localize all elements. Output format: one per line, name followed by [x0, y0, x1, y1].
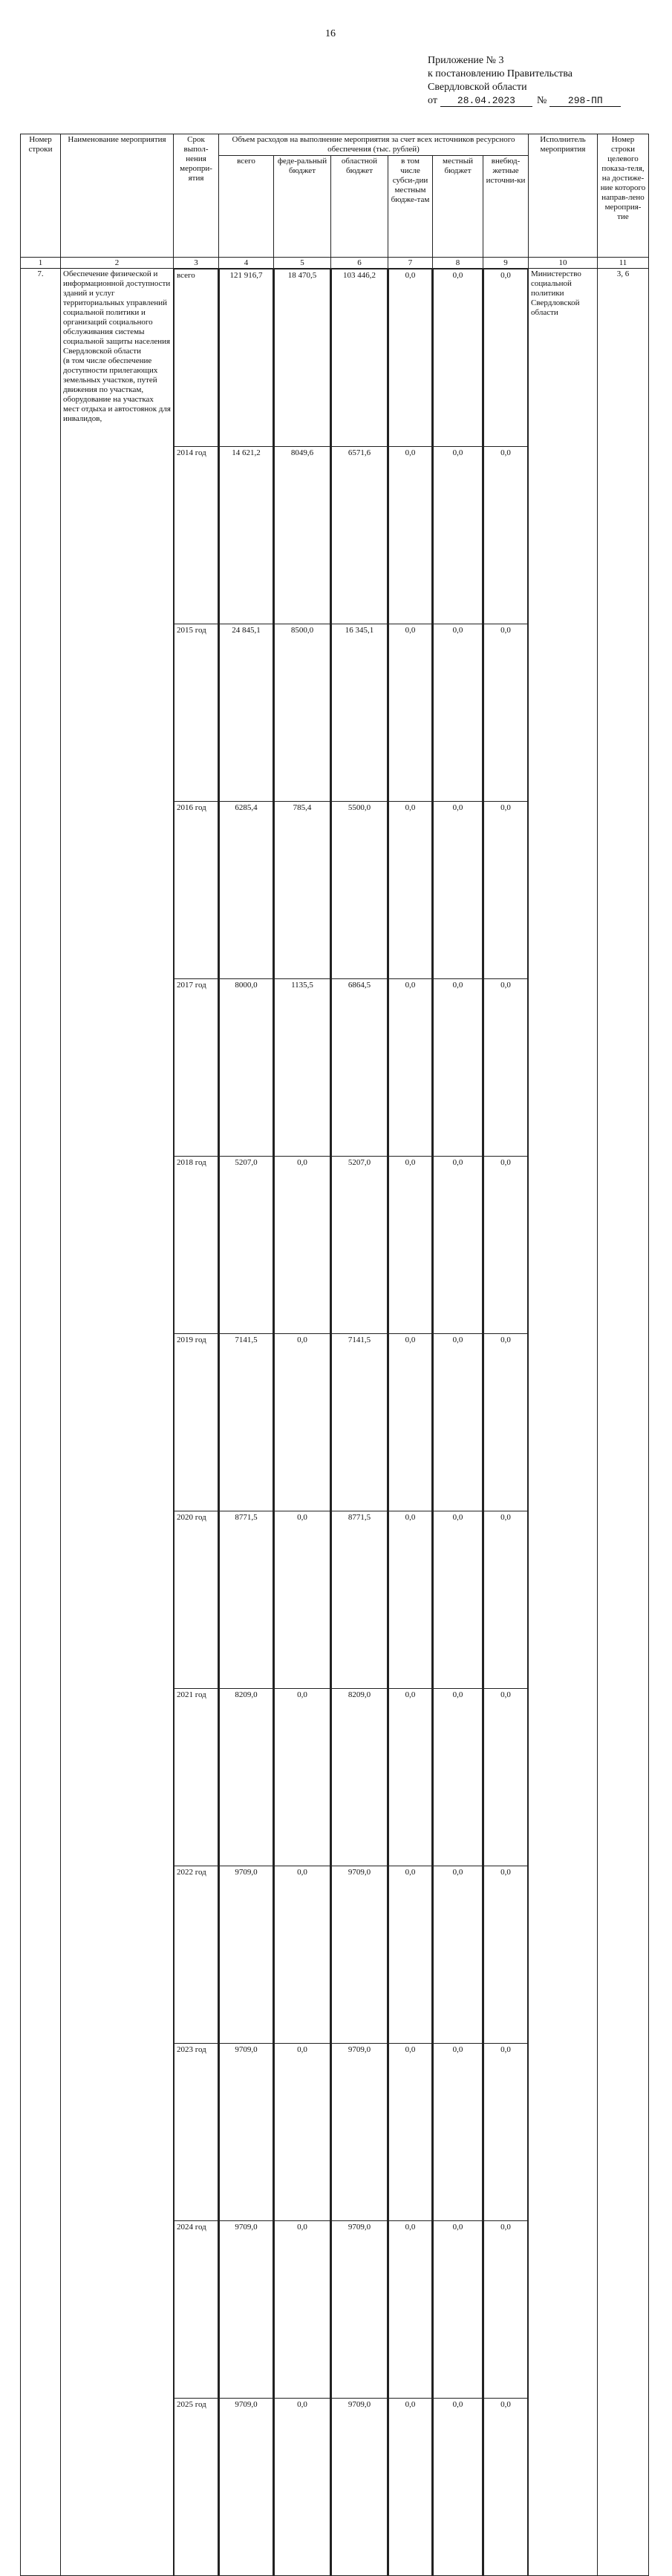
period-row — [434, 624, 483, 802]
period-total: 8209,0 — [220, 1689, 273, 1866]
column-number: 11 — [598, 258, 649, 269]
terms-list — [174, 269, 218, 2575]
period-row — [332, 1334, 388, 1511]
period-row — [434, 269, 483, 447]
period-row — [220, 802, 273, 979]
period-total: 9709,0 — [220, 2044, 273, 2221]
period-row — [220, 1334, 273, 1511]
period-local: 0,0 — [434, 1689, 483, 1866]
period-federal: 8049,6 — [275, 447, 330, 624]
period-local: 0,0 — [434, 802, 483, 979]
period-row — [332, 1689, 388, 1866]
period-extra: 0,0 — [484, 1511, 528, 1689]
column-number: 1 — [21, 258, 61, 269]
resolution-number: 298-ПП — [549, 96, 621, 107]
period-row — [174, 979, 218, 1157]
period-term: 2025 год — [174, 2399, 218, 2576]
period-row — [275, 1157, 330, 1334]
period-row — [434, 1334, 483, 1511]
period-subsidies: 0,0 — [389, 1689, 432, 1866]
period-subsidies: 0,0 — [389, 802, 432, 979]
period-subsidies: 0,0 — [389, 1334, 432, 1511]
appendix-date-line — [428, 94, 650, 108]
period-local: 0,0 — [434, 624, 483, 802]
appendix-header — [428, 54, 650, 108]
period-subsidies: 0,0 — [389, 2044, 432, 2221]
period-row — [484, 1334, 528, 1511]
period-row — [434, 1157, 483, 1334]
period-local: 0,0 — [434, 1866, 483, 2044]
period-total: 121 916,7 — [220, 269, 273, 447]
period-subsidies: 0,0 — [389, 1866, 432, 2044]
period-total: 9709,0 — [220, 2221, 273, 2399]
header-subsidies: в том числе субси-дии местным бюдже-там — [388, 156, 433, 258]
period-total: 5207,0 — [220, 1157, 273, 1334]
period-extra: 0,0 — [484, 447, 528, 624]
target-row-cell: 3, 6 — [598, 269, 649, 2576]
period-federal: 0,0 — [275, 1334, 330, 1511]
period-row — [389, 2399, 432, 2576]
period-regional: 7141,5 — [332, 1334, 388, 1511]
period-row — [332, 624, 388, 802]
period-term: 2019 год — [174, 1334, 218, 1511]
header-row-number: Номер строки — [21, 134, 61, 258]
header-expenses-group: Объем расходов на выполнение мероприятия за счет всех источников ресурсного обеспечения (тыс. рублей) — [219, 134, 529, 156]
period-extra: 0,0 — [484, 2044, 528, 2221]
period-extra: 0,0 — [484, 1689, 528, 1866]
period-term: 2022 год — [174, 1866, 218, 2044]
resolution-date: 28.04.2023 — [440, 96, 532, 107]
period-federal: 0,0 — [275, 2399, 330, 2576]
period-regional: 5207,0 — [332, 1157, 388, 1334]
period-row — [332, 1157, 388, 1334]
period-extra: 0,0 — [484, 2221, 528, 2399]
period-row — [389, 1511, 432, 1689]
period-row — [389, 802, 432, 979]
period-row — [220, 1689, 273, 1866]
period-regional: 9709,0 — [332, 2044, 388, 2221]
appendix-resolution-line: к постановлению Правительства — [428, 68, 573, 79]
period-row — [434, 1689, 483, 1866]
extra-cell — [483, 269, 529, 2576]
header-total: всего — [219, 156, 274, 258]
period-row — [174, 1689, 218, 1866]
period-total: 8771,5 — [220, 1511, 273, 1689]
header-extra-budget: внебюд-жетные источни-ки — [483, 156, 529, 258]
period-row — [174, 1511, 218, 1689]
column-number: 6 — [331, 258, 388, 269]
period-row — [332, 2399, 388, 2576]
period-row — [332, 447, 388, 624]
period-row — [275, 1866, 330, 2044]
period-local: 0,0 — [434, 2044, 483, 2221]
period-row — [220, 2221, 273, 2399]
period-row — [484, 2399, 528, 2576]
period-term: 2015 год — [174, 624, 218, 802]
period-extra: 0,0 — [484, 802, 528, 979]
period-row — [174, 2044, 218, 2221]
header-regional: областной бюджет — [331, 156, 388, 258]
period-total: 24 845,1 — [220, 624, 273, 802]
period-subsidies: 0,0 — [389, 2221, 432, 2399]
period-regional: 5500,0 — [332, 802, 388, 979]
period-term: 2021 год — [174, 1689, 218, 1866]
period-row — [220, 2399, 273, 2576]
period-row — [484, 1157, 528, 1334]
period-term: 2020 год — [174, 1511, 218, 1689]
expenses-table — [20, 134, 649, 2576]
total-cell — [219, 269, 274, 2576]
local-cell — [433, 269, 483, 2576]
period-row — [434, 2221, 483, 2399]
page-number: 16 — [325, 28, 336, 39]
period-row — [220, 1511, 273, 1689]
period-row — [275, 1334, 330, 1511]
period-row — [389, 1866, 432, 2044]
period-row — [275, 269, 330, 447]
period-row — [332, 802, 388, 979]
period-row — [332, 979, 388, 1157]
period-row — [389, 624, 432, 802]
period-regional: 9709,0 — [332, 1866, 388, 2044]
column-number: 10 — [529, 258, 598, 269]
period-row — [220, 1157, 273, 1334]
period-subsidies: 0,0 — [389, 447, 432, 624]
period-row — [434, 2399, 483, 2576]
period-federal: 0,0 — [275, 2044, 330, 2221]
period-row — [174, 1866, 218, 2044]
period-row — [389, 1157, 432, 1334]
period-row — [484, 802, 528, 979]
column-number: 9 — [483, 258, 529, 269]
period-row — [484, 1511, 528, 1689]
period-local: 0,0 — [434, 2399, 483, 2576]
period-row — [174, 447, 218, 624]
period-total: 8000,0 — [220, 979, 273, 1157]
period-row — [484, 2044, 528, 2221]
appendix-title: Приложение № 3 — [428, 55, 504, 66]
period-row — [434, 1866, 483, 2044]
column-number: 5 — [274, 258, 331, 269]
period-local: 0,0 — [434, 1334, 483, 1511]
header-executor: Исполнитель мероприятия — [529, 134, 598, 258]
local-list — [433, 269, 483, 2575]
period-regional: 8771,5 — [332, 1511, 388, 1689]
period-term: 2014 год — [174, 447, 218, 624]
header-local: местный бюджет — [433, 156, 483, 258]
period-federal: 18 470,5 — [275, 269, 330, 447]
header-term: Срок выпол-нения меропри-ятия — [174, 134, 219, 258]
period-row — [275, 2399, 330, 2576]
period-row — [275, 447, 330, 624]
period-regional: 9709,0 — [332, 2399, 388, 2576]
period-row — [174, 624, 218, 802]
period-subsidies: 0,0 — [389, 269, 432, 447]
period-row — [484, 624, 528, 802]
executor-cell: Министерство социальной политики Свердловской области — [529, 269, 598, 2576]
period-row — [275, 979, 330, 1157]
period-subsidies: 0,0 — [389, 1157, 432, 1334]
period-extra: 0,0 — [484, 1866, 528, 2044]
period-extra: 0,0 — [484, 624, 528, 802]
table-row — [21, 269, 649, 2576]
regional-cell — [331, 269, 388, 2576]
period-row — [332, 2221, 388, 2399]
period-row — [389, 2044, 432, 2221]
period-row — [220, 979, 273, 1157]
period-row — [174, 2221, 218, 2399]
period-local: 0,0 — [434, 447, 483, 624]
column-number: 4 — [219, 258, 274, 269]
period-row — [174, 1157, 218, 1334]
period-total: 6285,4 — [220, 802, 273, 979]
subsidies-list — [388, 269, 432, 2575]
period-row — [389, 1334, 432, 1511]
period-row — [332, 269, 388, 447]
number-prefix: № — [536, 95, 547, 106]
column-number: 7 — [388, 258, 433, 269]
event-name-extra: (в том числе обеспечение доступности прилегающих земельных участков, путей движения по участкам, оборудование на участках мест отдыха и автостоянок для инвалидов, — [63, 356, 171, 423]
column-numbers-row — [21, 258, 649, 269]
period-extra: 0,0 — [484, 979, 528, 1157]
period-row — [434, 2044, 483, 2221]
period-subsidies: 0,0 — [389, 624, 432, 802]
period-row — [275, 1511, 330, 1689]
period-regional: 6864,5 — [332, 979, 388, 1157]
total-list — [219, 269, 273, 2575]
header-federal: феде-ральный бюджет — [274, 156, 331, 258]
period-local: 0,0 — [434, 979, 483, 1157]
extra-list — [483, 269, 528, 2575]
period-row — [389, 269, 432, 447]
terms-cell — [174, 269, 219, 2576]
period-regional: 8209,0 — [332, 1689, 388, 1866]
period-total: 9709,0 — [220, 1866, 273, 2044]
period-regional: 9709,0 — [332, 2221, 388, 2399]
period-total: 14 621,2 — [220, 447, 273, 624]
period-row — [484, 979, 528, 1157]
period-row — [275, 624, 330, 802]
header-target-row: Номер строки целевого показа-теля, на достиже-ние которого направ-лено мероприя-тие — [598, 134, 649, 258]
period-subsidies: 0,0 — [389, 2399, 432, 2576]
period-total: 9709,0 — [220, 2399, 273, 2576]
period-extra: 0,0 — [484, 2399, 528, 2576]
period-federal: 0,0 — [275, 1689, 330, 1866]
period-term: 2018 год — [174, 1157, 218, 1334]
period-local: 0,0 — [434, 2221, 483, 2399]
period-row — [434, 802, 483, 979]
period-row — [389, 1689, 432, 1866]
period-row — [275, 2221, 330, 2399]
period-row — [174, 2399, 218, 2576]
period-row — [434, 447, 483, 624]
period-extra: 0,0 — [484, 1334, 528, 1511]
subsidies-cell — [388, 269, 433, 2576]
period-extra: 0,0 — [484, 269, 528, 447]
period-row — [275, 802, 330, 979]
period-row — [434, 1511, 483, 1689]
period-term: 2024 год — [174, 2221, 218, 2399]
period-row — [434, 979, 483, 1157]
period-term: всего — [174, 269, 218, 447]
period-row — [389, 447, 432, 624]
period-row — [484, 1866, 528, 2044]
period-federal: 0,0 — [275, 1157, 330, 1334]
date-prefix: от — [428, 95, 437, 106]
column-number: 8 — [433, 258, 483, 269]
period-row — [484, 447, 528, 624]
period-subsidies: 0,0 — [389, 1511, 432, 1689]
period-extra: 0,0 — [484, 1157, 528, 1334]
period-federal: 8500,0 — [275, 624, 330, 802]
regional-list — [331, 269, 388, 2575]
period-row — [220, 1866, 273, 2044]
period-row — [389, 2221, 432, 2399]
period-regional: 6571,6 — [332, 447, 388, 624]
period-regional: 16 345,1 — [332, 624, 388, 802]
period-local: 0,0 — [434, 1511, 483, 1689]
period-row — [484, 1689, 528, 1866]
period-row — [220, 447, 273, 624]
period-term: 2017 год — [174, 979, 218, 1157]
period-total: 7141,5 — [220, 1334, 273, 1511]
column-number: 2 — [61, 258, 174, 269]
period-federal: 785,4 — [275, 802, 330, 979]
appendix-region-line: Свердловской области — [428, 82, 527, 93]
period-row — [275, 2044, 330, 2221]
period-row — [220, 624, 273, 802]
period-row — [220, 2044, 273, 2221]
federal-list — [274, 269, 330, 2575]
period-row — [332, 1511, 388, 1689]
event-name: Обеспечение физической и информационной доступности зданий и услуг территориальных управлений социальной политики и организаций социального обслуживания системы социальной защиты населения Свердловской области — [63, 269, 171, 356]
period-federal: 0,0 — [275, 2221, 330, 2399]
period-row — [484, 2221, 528, 2399]
event-name-cell — [61, 269, 174, 2576]
period-regional: 103 446,2 — [332, 269, 388, 447]
period-row — [389, 979, 432, 1157]
period-term: 2023 год — [174, 2044, 218, 2221]
period-subsidies: 0,0 — [389, 979, 432, 1157]
period-federal: 0,0 — [275, 1866, 330, 2044]
row-number: 7. — [21, 269, 61, 2576]
period-row — [332, 2044, 388, 2221]
period-local: 0,0 — [434, 1157, 483, 1334]
period-federal: 0,0 — [275, 1511, 330, 1689]
period-row — [174, 802, 218, 979]
period-row — [332, 1866, 388, 2044]
period-local: 0,0 — [434, 269, 483, 447]
period-federal: 1135,5 — [275, 979, 330, 1157]
period-term: 2016 год — [174, 802, 218, 979]
column-number: 3 — [174, 258, 219, 269]
period-row — [174, 1334, 218, 1511]
period-row — [484, 269, 528, 447]
period-row — [275, 1689, 330, 1866]
federal-cell — [274, 269, 331, 2576]
period-row — [220, 269, 273, 447]
period-row — [174, 269, 218, 447]
header-event-name: Наименование мероприятия — [61, 134, 174, 258]
